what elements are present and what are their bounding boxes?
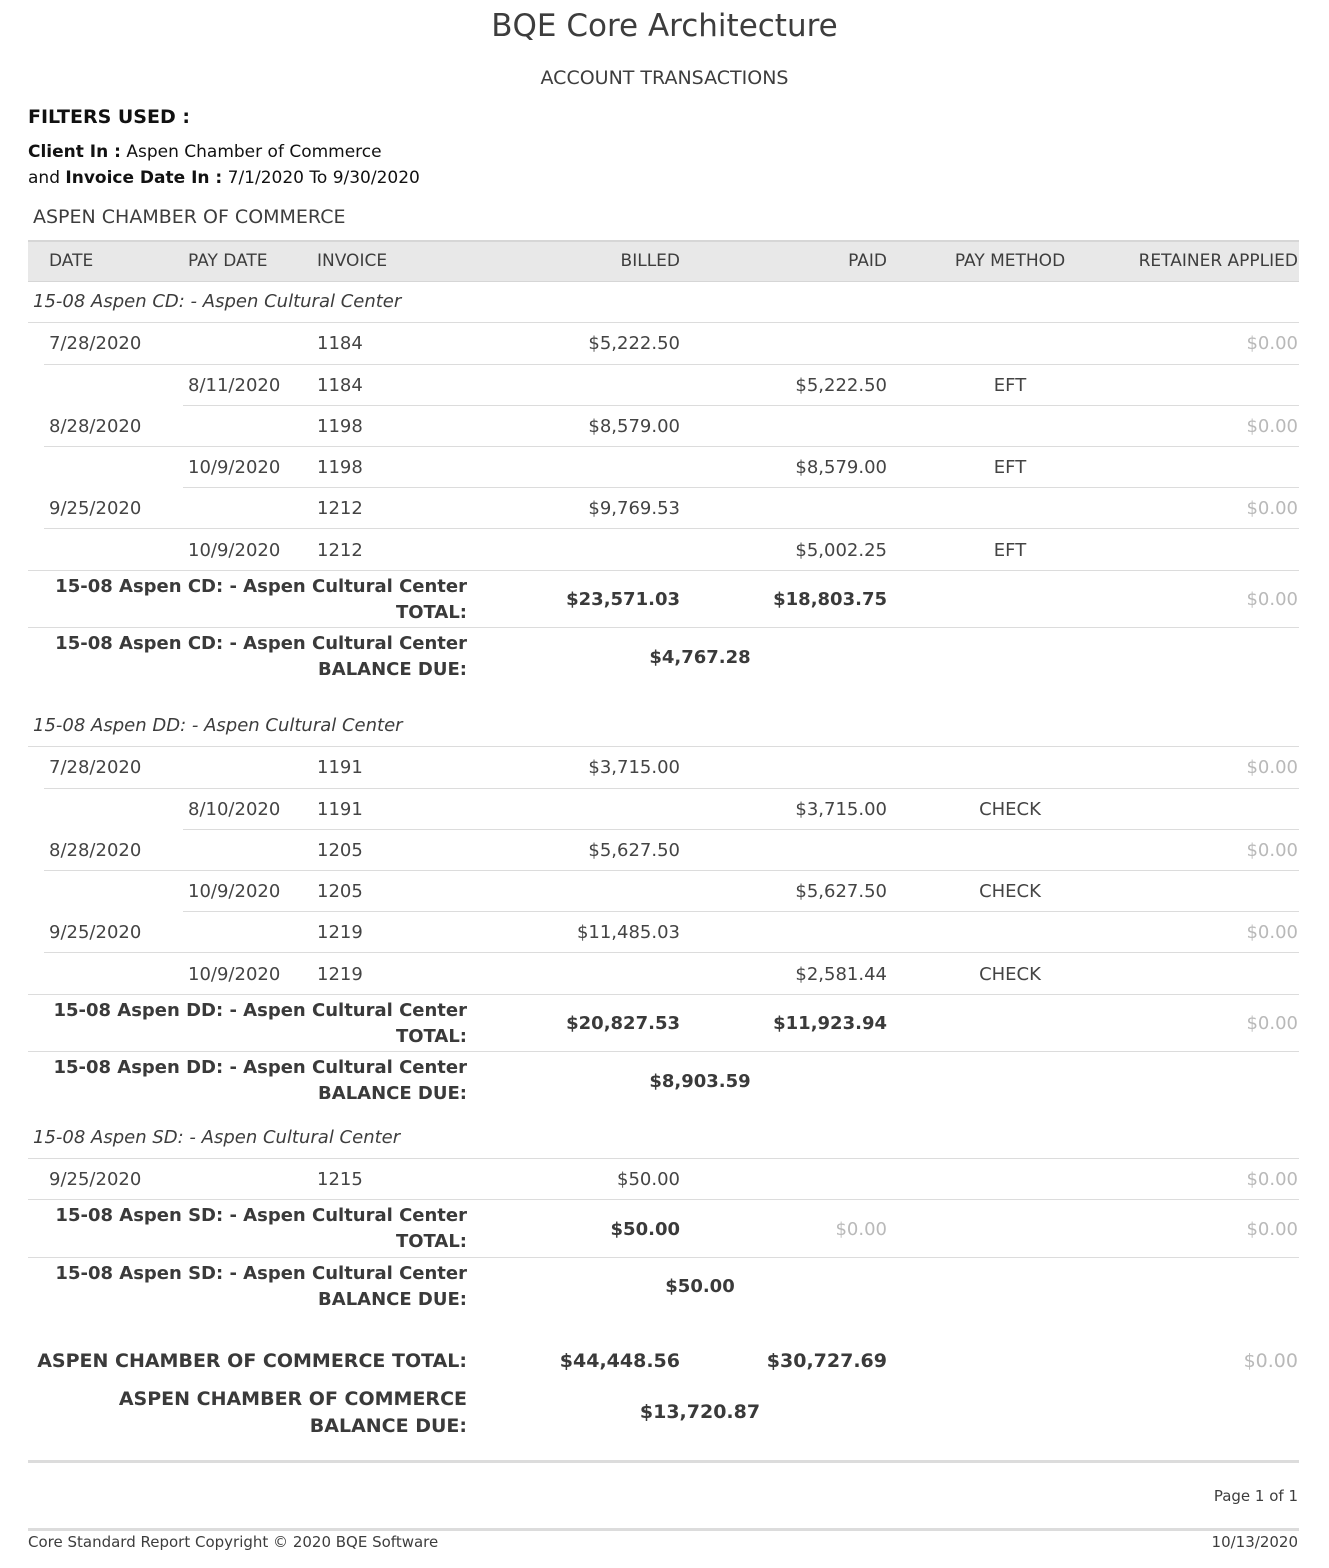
row-date: 9/25/2020 xyxy=(49,922,142,943)
row-invoice: 1219 xyxy=(317,922,363,943)
copyright-text: Core Standard Report Copyright © 2020 BQE Software xyxy=(28,1533,439,1551)
row-date: 9/25/2020 xyxy=(49,498,142,519)
row-paid: $2,581.44 xyxy=(795,964,887,985)
row-divider xyxy=(28,627,1299,628)
project-total-label xyxy=(27,998,467,1050)
column-header-pay-date: PAY DATE xyxy=(188,251,268,271)
project-balance-label-name: 15-08 Aspen DD: - Aspen Cultural Center xyxy=(53,1057,467,1078)
row-divider xyxy=(28,322,1299,323)
row-divider xyxy=(28,570,1299,571)
row-paid: $5,002.25 xyxy=(795,540,887,561)
project-total-retainer: $0.00 xyxy=(1246,589,1298,610)
row-pay-method: CHECK xyxy=(979,881,1041,902)
project-balance-due: $8,903.59 xyxy=(649,1071,751,1092)
row-paid: $3,715.00 xyxy=(795,799,887,820)
row-divider xyxy=(183,405,1299,406)
filter-client-value: Aspen Chamber of Commerce xyxy=(126,142,382,162)
column-header-billed: BILLED xyxy=(620,251,680,271)
project-total-billed: $50.00 xyxy=(610,1219,680,1240)
row-pay-date: 10/9/2020 xyxy=(188,964,281,985)
client-balance-label xyxy=(27,1386,467,1440)
project-total-label-suffix: TOTAL: xyxy=(395,602,467,623)
filter-date-value: 7/1/2020 To 9/30/2020 xyxy=(227,168,420,188)
row-date: 8/28/2020 xyxy=(49,416,142,437)
project-total-label-suffix: TOTAL: xyxy=(395,1026,467,1047)
row-invoice: 1191 xyxy=(317,757,363,778)
row-date: 7/28/2020 xyxy=(49,757,142,778)
row-pay-method: EFT xyxy=(993,540,1027,561)
client-total-billed: $44,448.56 xyxy=(559,1350,680,1372)
column-header-date: DATE xyxy=(49,251,94,271)
row-billed: $8,579.00 xyxy=(588,416,680,437)
row-invoice: 1205 xyxy=(317,840,363,861)
row-billed: $9,769.53 xyxy=(588,498,680,519)
row-divider xyxy=(28,1199,1299,1200)
row-date: 9/25/2020 xyxy=(49,1169,142,1190)
project-total-label xyxy=(27,1203,467,1255)
row-pay-method: CHECK xyxy=(979,964,1041,985)
client-balance-label-suffix: BALANCE DUE: xyxy=(309,1415,467,1437)
row-pay-date: 10/9/2020 xyxy=(188,540,281,561)
project-total-billed: $23,571.03 xyxy=(566,589,680,610)
row-billed: $3,715.00 xyxy=(588,757,680,778)
row-divider xyxy=(28,1051,1299,1052)
row-paid: $5,627.50 xyxy=(795,881,887,902)
project-total-retainer: $0.00 xyxy=(1246,1013,1298,1034)
client-heading: ASPEN CHAMBER OF COMMERCE xyxy=(33,206,346,228)
footer-divider xyxy=(28,1528,1299,1531)
row-paid: $8,579.00 xyxy=(795,457,887,478)
column-header-invoice: INVOICE xyxy=(317,251,388,271)
row-billed: $50.00 xyxy=(617,1169,680,1190)
project-balance-due: $4,767.28 xyxy=(649,647,751,668)
row-pay-method: CHECK xyxy=(979,799,1041,820)
row-retainer: $0.00 xyxy=(1246,416,1298,437)
row-date: 8/28/2020 xyxy=(49,840,142,861)
row-invoice: 1198 xyxy=(317,457,363,478)
row-divider xyxy=(44,788,1299,789)
row-billed: $5,222.50 xyxy=(588,333,680,354)
row-divider xyxy=(183,911,1299,912)
row-invoice: 1212 xyxy=(317,498,363,519)
row-divider xyxy=(44,952,1299,953)
column-header-retainer-applied: RETAINER APPLIED xyxy=(1138,251,1298,271)
project-total-label-suffix: TOTAL: xyxy=(395,1231,467,1252)
row-pay-date: 10/9/2020 xyxy=(188,457,281,478)
row-retainer: $0.00 xyxy=(1246,757,1298,778)
project-balance-label xyxy=(27,631,467,683)
column-header-paid: PAID xyxy=(848,251,887,271)
row-divider xyxy=(28,994,1299,995)
project-balance-label xyxy=(27,1261,467,1313)
project-balance-label xyxy=(27,1055,467,1107)
row-retainer: $0.00 xyxy=(1246,922,1298,943)
row-retainer: $0.00 xyxy=(1246,1169,1298,1190)
row-billed: $5,627.50 xyxy=(588,840,680,861)
row-pay-method: EFT xyxy=(993,457,1027,478)
project-total-retainer: $0.00 xyxy=(1246,1219,1298,1240)
client-total-paid: $30,727.69 xyxy=(766,1350,887,1372)
filter-date xyxy=(28,168,420,188)
row-divider xyxy=(28,1158,1299,1159)
project-total-label xyxy=(27,574,467,626)
row-retainer: $0.00 xyxy=(1246,333,1298,354)
row-divider xyxy=(44,446,1299,447)
report-end-divider xyxy=(28,1460,1299,1463)
row-pay-date: 8/10/2020 xyxy=(188,799,281,820)
project-heading: 15-08 Aspen CD: - Aspen Cultural Center xyxy=(33,291,402,312)
filter-date-label: Invoice Date In : xyxy=(65,168,223,188)
row-divider xyxy=(44,870,1299,871)
project-total-paid: $18,803.75 xyxy=(773,589,887,610)
company-name: BQE Core Architecture xyxy=(491,8,838,44)
row-divider xyxy=(28,1257,1299,1258)
row-invoice: 1184 xyxy=(317,375,363,396)
project-balance-label-suffix: BALANCE DUE: xyxy=(318,1083,467,1104)
column-header-pay-method: PAY METHOD xyxy=(954,251,1066,271)
row-invoice: 1215 xyxy=(317,1169,363,1190)
report-title: ACCOUNT TRANSACTIONS xyxy=(540,67,789,89)
row-retainer: $0.00 xyxy=(1246,498,1298,519)
filters-heading: FILTERS USED : xyxy=(28,106,190,128)
project-balance-label-suffix: BALANCE DUE: xyxy=(318,1289,467,1310)
project-heading: 15-08 Aspen DD: - Aspen Cultural Center xyxy=(33,715,403,736)
row-divider xyxy=(183,487,1299,488)
client-balance-label-name: ASPEN CHAMBER OF COMMERCE xyxy=(118,1388,467,1410)
row-pay-date: 8/11/2020 xyxy=(188,375,281,396)
row-invoice: 1191 xyxy=(317,799,363,820)
project-total-paid: $11,923.94 xyxy=(773,1013,887,1034)
row-invoice: 1184 xyxy=(317,333,363,354)
row-billed: $11,485.03 xyxy=(576,922,680,943)
project-balance-label-name: 15-08 Aspen SD: - Aspen Cultural Center xyxy=(55,1263,467,1284)
row-invoice: 1212 xyxy=(317,540,363,561)
project-total-label-name: 15-08 Aspen CD: - Aspen Cultural Center xyxy=(55,576,467,597)
project-heading: 15-08 Aspen SD: - Aspen Cultural Center xyxy=(33,1127,401,1148)
row-paid: $5,222.50 xyxy=(795,375,887,396)
row-divider xyxy=(44,364,1299,365)
project-balance-label-suffix: BALANCE DUE: xyxy=(318,659,467,680)
row-date: 7/28/2020 xyxy=(49,333,142,354)
row-retainer: $0.00 xyxy=(1246,840,1298,861)
client-total-label: ASPEN CHAMBER OF COMMERCE TOTAL: xyxy=(37,1350,467,1372)
project-total-paid: $0.00 xyxy=(835,1219,887,1240)
row-pay-date: 10/9/2020 xyxy=(188,881,281,902)
filter-date-prefix: and xyxy=(28,168,60,188)
project-balance-label-name: 15-08 Aspen CD: - Aspen Cultural Center xyxy=(55,633,467,654)
filter-client xyxy=(28,142,382,162)
filter-client-label: Client In : xyxy=(28,142,121,162)
client-balance-due: $13,720.87 xyxy=(639,1401,761,1423)
project-balance-due: $50.00 xyxy=(665,1276,735,1297)
project-total-label-name: 15-08 Aspen SD: - Aspen Cultural Center xyxy=(55,1205,467,1226)
project-total-billed: $20,827.53 xyxy=(566,1013,680,1034)
row-invoice: 1219 xyxy=(317,964,363,985)
client-total-retainer: $0.00 xyxy=(1243,1350,1298,1372)
row-divider xyxy=(44,528,1299,529)
row-pay-method: EFT xyxy=(993,375,1027,396)
row-invoice: 1205 xyxy=(317,881,363,902)
row-invoice: 1198 xyxy=(317,416,363,437)
project-total-label-name: 15-08 Aspen DD: - Aspen Cultural Center xyxy=(53,1000,467,1021)
page-number: Page 1 of 1 xyxy=(1213,1487,1298,1505)
row-divider xyxy=(183,829,1299,830)
row-divider xyxy=(28,746,1299,747)
report-date: 10/13/2020 xyxy=(1211,1533,1298,1551)
